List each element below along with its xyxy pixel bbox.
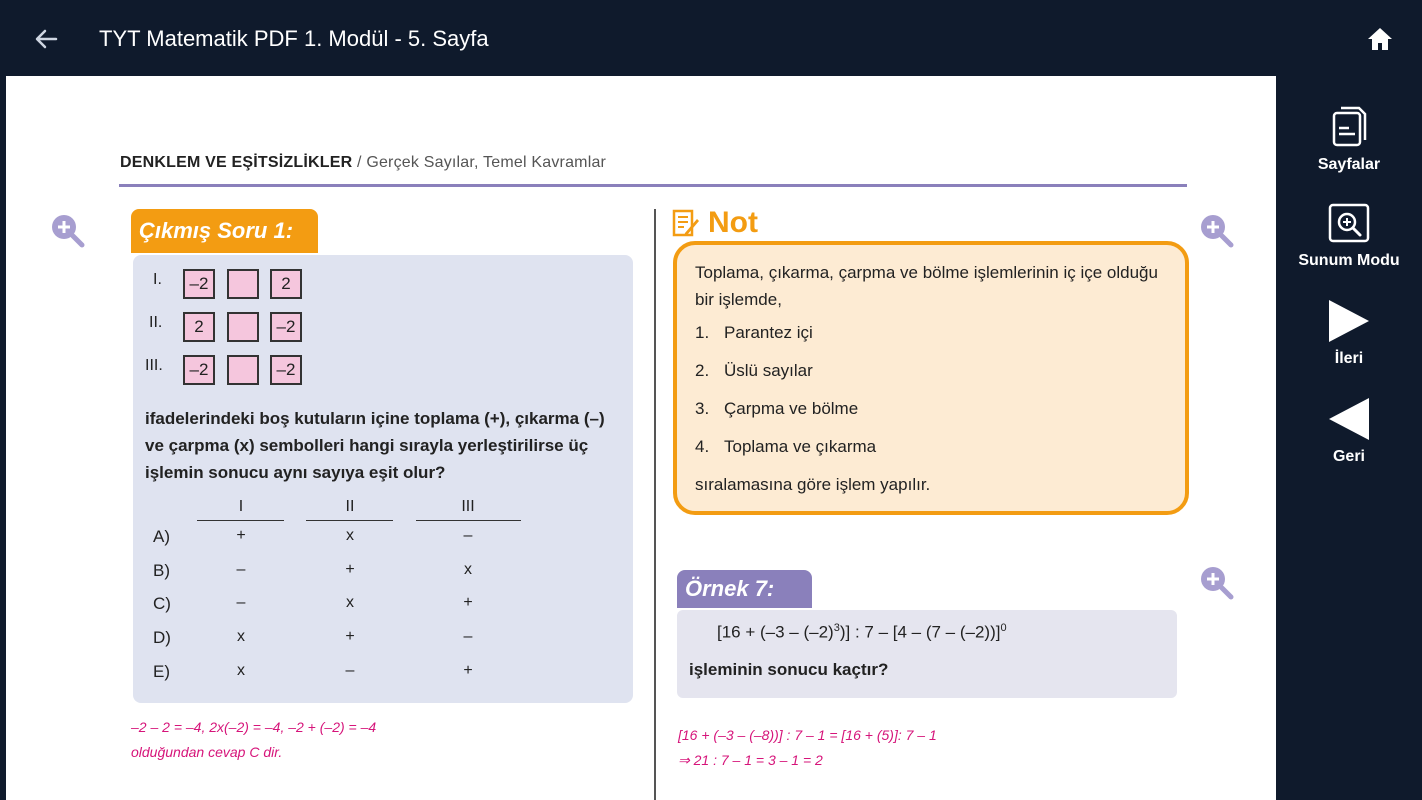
empty-box	[227, 355, 259, 385]
presentation-zoom-icon	[1327, 202, 1371, 246]
note-box	[673, 241, 1189, 515]
next-label: İleri	[1334, 350, 1364, 367]
heading-separator: /	[352, 154, 367, 171]
note-outro: sıralamasına göre işlem yapılır.	[695, 475, 931, 494]
box-value: –2	[183, 269, 215, 299]
empty-box	[227, 312, 259, 342]
prev-label: Geri	[1332, 448, 1365, 465]
note-pencil-icon	[672, 209, 700, 239]
heading-divider	[119, 184, 1187, 187]
note-list-item: 3. Çarpma ve bölme	[695, 399, 859, 418]
question-text: ifadelerindeki boş kutuların içine toplama (+), çıkarma (–) ve çarpma (x) sembolleri hangi sırayla yerleştirilirse üç işlemin sonucu aynı sayıya eşit olur?	[145, 409, 605, 482]
box-value: –2	[270, 355, 302, 385]
answer-line: olduğundan cevap C dir.	[131, 744, 283, 760]
column-header: III	[461, 498, 475, 515]
example-expression: $[16 + (-3 - (-2)^3)]$ : 7 – [4 – (7 – (–2))]$^0$	[717, 622, 1007, 642]
option-value: +	[463, 594, 473, 611]
empty-box	[227, 269, 259, 299]
box-value: –2	[270, 312, 302, 342]
example-tab	[677, 570, 812, 608]
option-value: –	[236, 561, 246, 578]
option-label: A)	[153, 527, 170, 546]
column-underline	[306, 520, 393, 521]
presentation-label: Sunum Modu	[1298, 252, 1400, 269]
option-label: D)	[153, 628, 171, 647]
zoom-in-icon[interactable]	[1198, 212, 1234, 248]
right-sidebar	[1276, 76, 1422, 800]
page-title: TYT Matematik PDF 1. Modül - 5. Sayfa	[99, 26, 489, 51]
option-value: –	[463, 628, 473, 645]
option-value: x	[346, 527, 354, 544]
arrow-left-icon[interactable]	[30, 24, 62, 54]
presentation-mode-button[interactable]	[1276, 202, 1422, 270]
note-list-item: 2. Üslü sayılar	[695, 361, 813, 380]
option-value: x	[237, 662, 245, 679]
option-value: x	[464, 561, 472, 578]
note-intro: Toplama, çıkarma, çarpma ve bölme işlemlerinin iç içe olduğu bir işlemde,	[695, 263, 1158, 309]
pages-button[interactable]	[1276, 104, 1422, 174]
column-underline	[197, 520, 284, 521]
option-value: x	[346, 594, 354, 611]
example-box	[677, 610, 1177, 698]
row-label: II.	[149, 314, 163, 331]
option-value: x	[237, 628, 245, 645]
option-value: –	[463, 527, 473, 544]
option-label: C)	[153, 594, 171, 613]
option-value: –	[236, 594, 246, 611]
box-value: 2	[183, 312, 215, 342]
box-value: 2	[270, 269, 302, 299]
question-tab	[131, 209, 318, 253]
note-title: Not	[708, 206, 758, 239]
option-value: +	[463, 662, 473, 679]
column-underline	[416, 520, 521, 521]
next-button[interactable]	[1276, 298, 1422, 368]
top-bar	[0, 0, 1422, 76]
column-header: II	[345, 498, 355, 515]
question-box	[133, 255, 633, 703]
option-value: +	[345, 561, 355, 578]
option-label: B)	[153, 561, 170, 580]
example-tab-label: Örnek 7:	[685, 576, 775, 601]
play-right-icon	[1327, 298, 1371, 344]
solution-line: [16 + (–3 – (–8))] : 7 – 1 = [16 + (5)]: 7 – 1	[678, 727, 937, 743]
pdf-page[interactable]	[6, 76, 1276, 800]
heading-main: DENKLEM VE EŞİTSİZLİKLER	[120, 154, 353, 171]
section-heading	[120, 154, 606, 172]
pages-icon	[1327, 104, 1371, 150]
option-value: +	[345, 628, 355, 645]
home-icon[interactable]	[1364, 24, 1396, 54]
column-divider	[654, 209, 656, 800]
row-label: III.	[145, 357, 163, 374]
zoom-in-icon[interactable]	[49, 212, 85, 248]
option-value: +	[236, 527, 246, 544]
box-value: –2	[183, 355, 215, 385]
column-header: I	[238, 498, 244, 515]
option-value: –	[345, 662, 355, 679]
note-list-item: 4. Toplama ve çıkarma	[695, 437, 877, 456]
row-label: I.	[153, 271, 162, 288]
zoom-in-icon[interactable]	[1198, 564, 1234, 600]
question-tab-label: Çıkmış Soru 1:	[139, 218, 294, 243]
solution-line: ⇒ 21 : 7 – 1 = 3 – 1 = 2	[678, 752, 823, 768]
option-label: E)	[153, 662, 170, 681]
prev-button[interactable]	[1276, 396, 1422, 466]
note-list-item: 1. Parantez içi	[695, 323, 813, 342]
answer-line: –2 – 2 = –4, 2x(–2) = –4, –2 + (–2) = –4	[131, 719, 377, 735]
pages-label: Sayfalar	[1317, 156, 1381, 173]
example-question: işleminin sonucu kaçtır?	[689, 660, 889, 679]
heading-sub: Gerçek Sayılar, Temel Kavramlar	[366, 154, 607, 171]
play-left-icon	[1327, 396, 1371, 442]
